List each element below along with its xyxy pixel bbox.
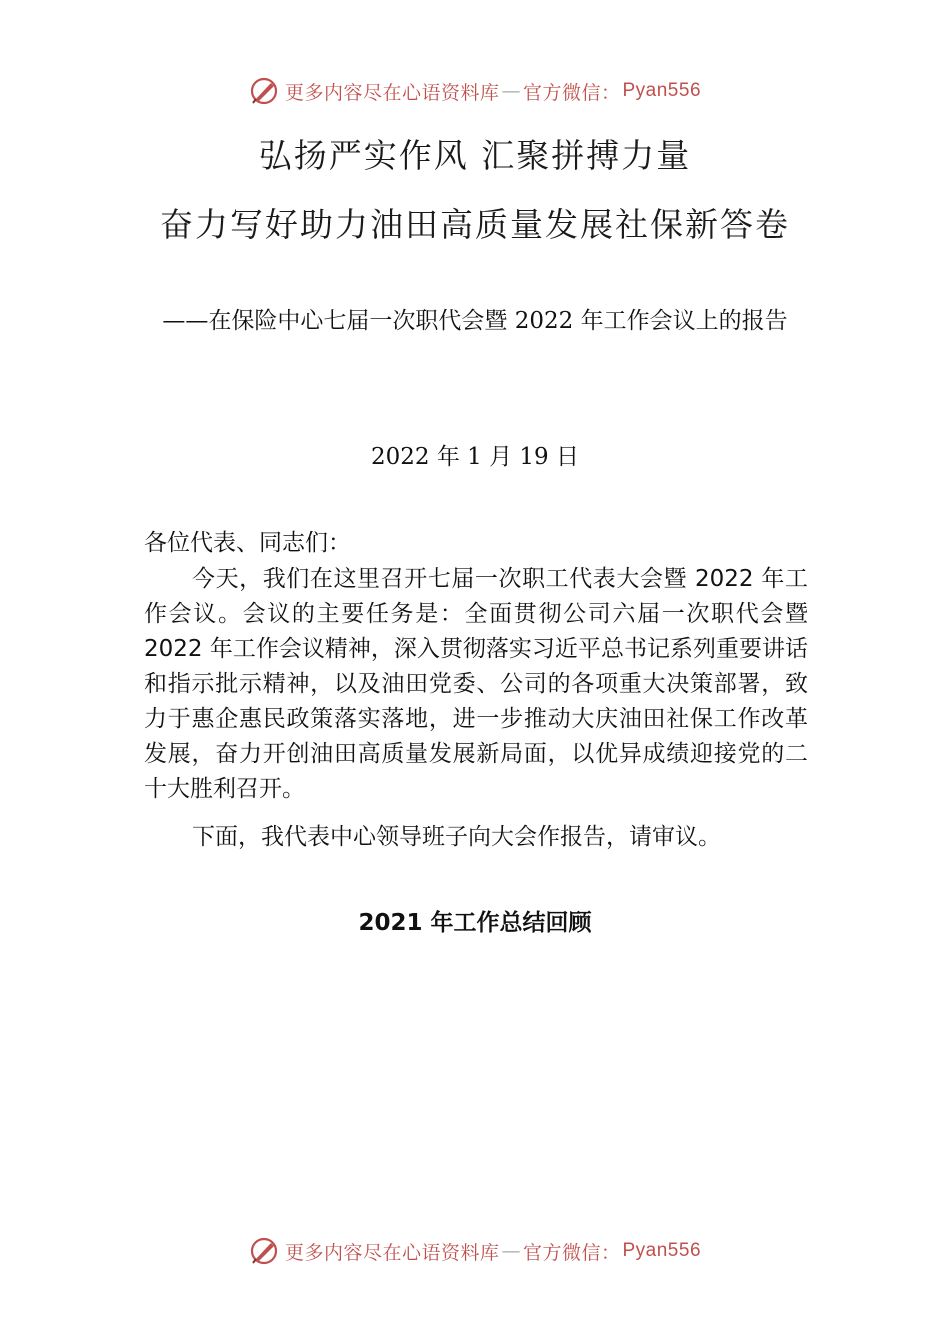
quill-pen-logo-icon: [249, 1236, 279, 1266]
watermark-header: [0, 76, 950, 106]
watermark-text: 更多内容尽在心语资料库: [284, 1241, 500, 1264]
salutation: 各位代表、同志们：: [144, 530, 351, 556]
section-heading: 2021 年工作总结回顾: [358, 910, 592, 936]
watermark-wechat-label: 官方微信：: [522, 81, 621, 104]
document-title-line-2: 奋力写好助力油田高质量发展社保新答卷: [160, 205, 790, 244]
document-title-line-1: 弘扬严实作风 汇聚拼搏力量: [258, 136, 692, 175]
quill-pen-logo-icon: [249, 76, 279, 106]
watermark-footer: [0, 1236, 950, 1266]
watermark-text: 更多内容尽在心语资料库: [284, 81, 500, 104]
watermark-wechat-id: Pyan556: [622, 1240, 702, 1261]
paragraph-intro: 今天，我们在这里召开七届一次职工代表大会暨 2022 年工作会议。会议的主要任务是：全面贯彻公司六届一次职代会暨 2022 年工作会议精神，深入贯彻落实习近平总书记系列重要讲话和指示批示精神，以及油田党委、公司的各项重大决策部署，致力于惠企惠民政策落实落地，进一步推动大庆油田社保工作改革发展，奋力开创油田高质量发展新局面，以优异成绩迎接党的二十大胜利召开。: [144, 566, 808, 802]
watermark-dash: —: [501, 1240, 521, 1262]
paragraph-report: 下面，我代表中心领导班子向大会作报告，请审议。: [192, 824, 721, 850]
watermark-wechat-id: Pyan556: [622, 80, 702, 101]
watermark-wechat-label: 官方微信：: [522, 1241, 621, 1264]
document-date: 2022 年 1 月 19 日: [371, 444, 579, 470]
watermark-dash: —: [501, 80, 521, 102]
document-subtitle: ——在保险中心七届一次职代会暨 2022 年工作会议上的报告: [162, 308, 788, 334]
